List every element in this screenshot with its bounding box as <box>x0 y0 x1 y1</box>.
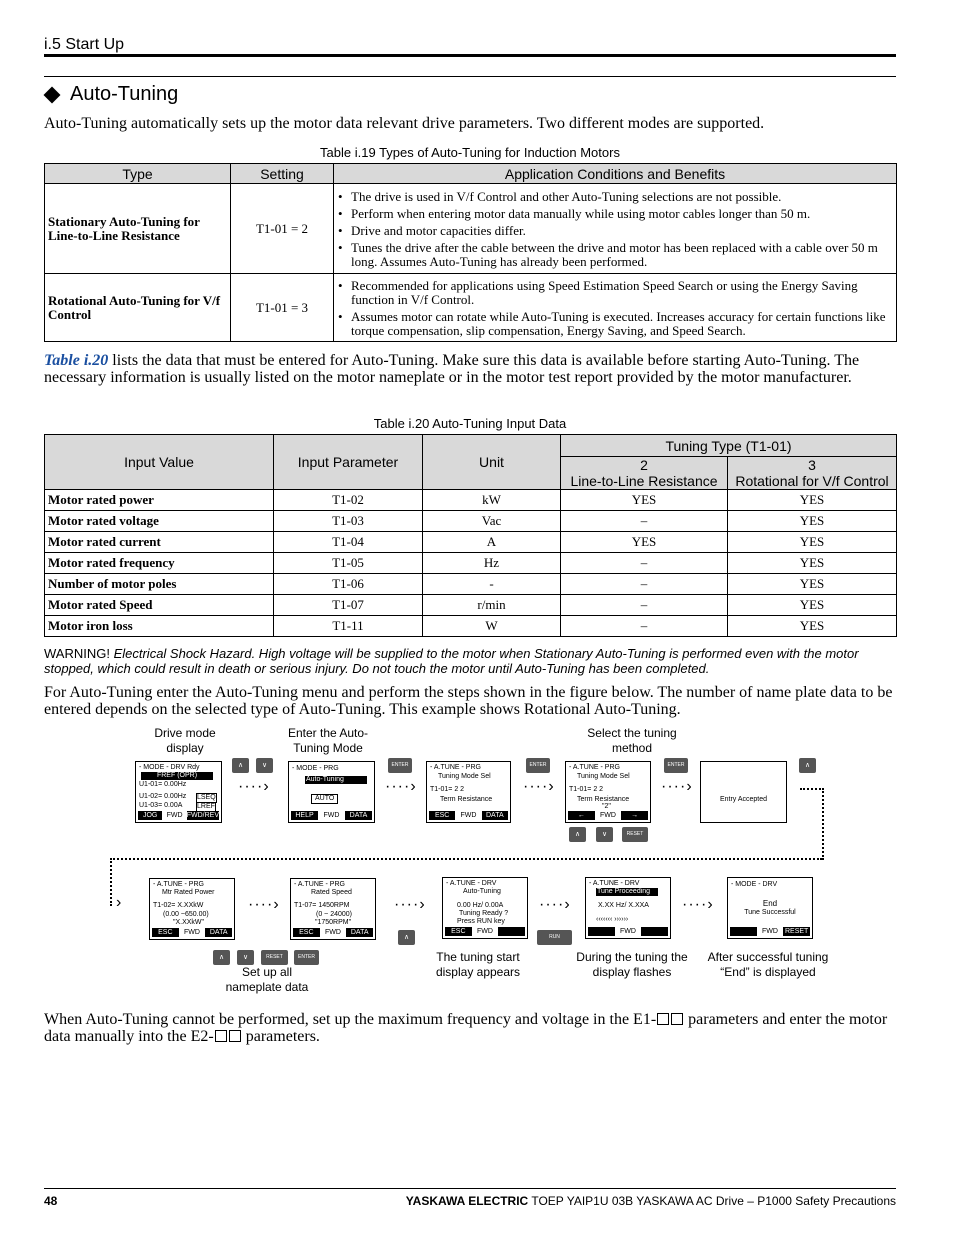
table20-link[interactable]: Table i.20 <box>44 352 109 369</box>
subheader-rule <box>44 76 896 77</box>
table20-header-input-value: Input Value <box>45 435 274 490</box>
diamond-icon <box>44 86 61 103</box>
label-tuning-start: The tuning start display appears <box>435 950 521 979</box>
row-name: Motor rated frequency <box>45 553 274 574</box>
label-tuning-flashes: During the tuning the display flashes <box>576 950 688 979</box>
label-setup-nameplate: Set up all nameplate data <box>225 965 309 994</box>
intro-paragraph: Auto-Tuning automatically sets up the motor data relevant drive parameters. Two different modes are supported. <box>44 115 765 132</box>
row-unit: r/min <box>423 595 561 616</box>
dotted-arrow-icon: ····› <box>539 896 571 913</box>
placeholder-boxes-icon <box>214 1028 242 1045</box>
section-header: i.5 Start Up <box>44 36 125 53</box>
footer-doc <box>406 1194 896 1208</box>
row-parameter: T1-11 <box>274 616 423 637</box>
entry-accepted-screen: Entry Accepted <box>700 761 787 823</box>
table-row <box>45 511 897 532</box>
reset-key[interactable]: RESET <box>622 827 648 842</box>
dotted-arrow-icon: ····› <box>394 896 426 913</box>
enter-key[interactable]: ENTER <box>664 758 688 773</box>
up-key[interactable]: ∧ <box>799 758 816 773</box>
table19 <box>44 163 897 342</box>
footer-doc-text: TOEP YAIP1U 03B YASKAWA AC Drive – P1000 Safety Precautions <box>528 1194 896 1208</box>
list-item: • The drive is used in V/f Control and other Auto-Tuning selections are not possible. <box>351 190 893 204</box>
table19-header-type: Type <box>45 164 231 184</box>
row-type3: YES <box>728 574 897 595</box>
warning-text: Electrical Shock Hazard. High voltage will be supplied to the motor when Stationary Auto-Tuning is performed even with the motor stopped, which could result in death or serious injury. Do not touch the motor until Auto-Tuning has been completed. <box>44 646 859 676</box>
label-enter-autotuning: Enter the Auto- Tuning Mode <box>287 726 369 755</box>
list-item: • Perform when entering motor data manually while using motor cables longer than 50 m. <box>351 207 893 221</box>
table19-benefits <box>334 184 897 274</box>
motor-power-screen: - A.TUNE - PRG Mtr Rated Power T1-02= X.XXkW (0.00 ~650.00) "X.XXkW" ESC FWD DATA <box>149 878 235 940</box>
table20-reference-paragraph <box>44 352 896 386</box>
enter-key[interactable]: ENTER <box>294 950 319 965</box>
table-row <box>45 532 897 553</box>
list-item: • Tunes the drive after the cable between the drive and motor has been replaced with a cable over 50 m long. Assumes Auto-Tuning has already been performed. <box>351 241 893 269</box>
table-row <box>45 595 897 616</box>
connector-path <box>110 858 112 906</box>
up-key[interactable]: ∧ <box>213 950 230 965</box>
row-name: Motor rated Speed <box>45 595 274 616</box>
tuning-mode-select-screen: - A.TUNE - PRG Tuning Mode Sel T1-01= 2 2 Term Resistance "2" ← FWD → <box>565 761 651 823</box>
table-row <box>45 274 897 342</box>
table-row <box>45 184 897 274</box>
row-unit: A <box>423 532 561 553</box>
dotted-arrow-icon: ····› <box>248 896 280 913</box>
dotted-arrow-icon: ····› <box>523 778 555 795</box>
label-drive-mode: Drive mode display <box>154 726 216 755</box>
table19-setting: T1-01 = 3 <box>231 274 334 342</box>
dotted-arrow-icon: ····› <box>661 778 693 795</box>
row-parameter: T1-03 <box>274 511 423 532</box>
dotted-arrow-icon: ····› <box>682 896 714 913</box>
row-type2: – <box>561 616 728 637</box>
row-unit: Vac <box>423 511 561 532</box>
row-type3: YES <box>728 616 897 637</box>
row-parameter: T1-05 <box>274 553 423 574</box>
row-type3: YES <box>728 553 897 574</box>
table20-header-tuning-type: Tuning Type (T1-01) <box>561 435 897 457</box>
tuning-ready-screen: - A.TUNE - DRV Auto-Tuning 0.00 Hz/ 0.00A Tuning Ready ? Press RUN key ESC FWD <box>442 877 528 939</box>
row-name: Motor rated voltage <box>45 511 274 532</box>
table19-type: Stationary Auto-Tuning for Line-to-Line Resistance <box>45 184 231 274</box>
table19-header-setting: Setting <box>231 164 334 184</box>
row-type3: YES <box>728 511 897 532</box>
header-rule <box>44 54 896 57</box>
row-parameter: T1-04 <box>274 532 423 553</box>
connector-path <box>110 858 822 860</box>
list-item: • Assumes motor can rotate while Auto-Tuning is executed. Increases accuracy for certain functions like torque compensation, slip compensation, Energy Saving, and Speed Search. <box>351 310 893 338</box>
enter-key[interactable]: ENTER <box>526 758 550 773</box>
row-unit: W <box>423 616 561 637</box>
down-key[interactable]: ∨ <box>237 950 254 965</box>
placeholder-boxes-icon <box>656 1011 684 1028</box>
footer-rule <box>44 1188 896 1189</box>
list-item: • Recommended for applications using Speed Estimation Speed Search or using the Energy Saving function in V/f Control. <box>351 279 893 307</box>
row-unit: kW <box>423 490 561 511</box>
col2-number: 2 <box>640 457 648 473</box>
row-type2: – <box>561 511 728 532</box>
footer-brand: YASKAWA ELECTRIC <box>405 1194 529 1208</box>
arrow-head-icon: › <box>116 894 123 911</box>
run-key[interactable]: RUN <box>537 930 572 945</box>
list-item: • Drive and motor capacities differ. <box>351 224 893 238</box>
reset-key[interactable]: RESET <box>261 950 288 965</box>
table-row <box>45 574 897 595</box>
rated-speed-screen: - A.TUNE - PRG Rated Speed T1-07= 1450RPM (0 ~ 24000) "1750RPM" ESC FWD DATA <box>290 878 376 940</box>
down-key[interactable]: ∨ <box>256 758 273 773</box>
table19-benefits <box>334 274 897 342</box>
paragraph-text: lists the data that must be entered for Auto-Tuning. Make sure this data is available before starting Auto-Tuning. The necessary information is usually listed on the motor nameplate or in the motor test report provided by the motor manufacturer. <box>44 352 860 386</box>
table20-header-unit: Unit <box>423 435 561 490</box>
col3-number: 3 <box>808 457 816 473</box>
col2-name: Line-to-Line Resistance <box>570 473 718 489</box>
procedure-paragraph: For Auto-Tuning enter the Auto-Tuning menu and perform the steps shown in the figure below. The number of name plate data to be entered depends on the selected type of Auto-Tuning. This example shows Rotational Auto-Tuning. <box>44 684 893 718</box>
row-parameter: T1-07 <box>274 595 423 616</box>
table20-header-col3 <box>728 457 897 490</box>
row-parameter: T1-06 <box>274 574 423 595</box>
tuning-mode-screen: - A.TUNE - PRG Tuning Mode Sel T1-01= 2 2 Term Resistance ESC FWD DATA <box>426 761 511 823</box>
dotted-arrow-icon: ····› <box>385 778 417 795</box>
row-type2: – <box>561 574 728 595</box>
row-name: Motor rated current <box>45 532 274 553</box>
row-type2: – <box>561 595 728 616</box>
tuning-end-screen: - MODE - DRV End Tune Successful FWD RESET <box>727 877 813 939</box>
row-parameter: T1-02 <box>274 490 423 511</box>
label-select-method: Select the tuning method <box>587 726 677 755</box>
row-name: Motor iron loss <box>45 616 274 637</box>
row-unit: Hz <box>423 553 561 574</box>
enter-key[interactable]: ENTER <box>388 758 412 773</box>
autotuning-menu-screen: - MODE - PRG Auto-Tuning AUTO HELP FWD DATA <box>288 761 375 823</box>
table20 <box>44 434 897 637</box>
table20-caption: Table i.20 Auto-Tuning Input Data <box>373 416 567 431</box>
up-key[interactable]: ∧ <box>232 758 249 773</box>
table-row <box>45 553 897 574</box>
table19-type: Rotational Auto-Tuning for V/f Control <box>45 274 231 342</box>
row-type2: YES <box>561 532 728 553</box>
label-tuning-end: After successful tuning “End” is displayed <box>707 950 829 979</box>
row-name: Number of motor poles <box>45 574 274 595</box>
section-heading <box>44 83 178 106</box>
table-row <box>45 616 897 637</box>
tune-proceeding-screen: - A.TUNE - DRV Tune Proceeding X.XX Hz/ X.XXA ‹‹‹‹‹‹‹ ›››››› FWD <box>585 877 671 939</box>
row-type3: YES <box>728 595 897 616</box>
row-type3: YES <box>728 532 897 553</box>
table19-setting: T1-01 = 2 <box>231 184 334 274</box>
up-key[interactable]: ∧ <box>569 827 586 842</box>
col3-name: Rotational for V/f Control <box>735 473 889 489</box>
dotted-arrow-icon: ····› <box>238 778 270 795</box>
warning-notice <box>44 646 896 676</box>
up-key[interactable]: ∧ <box>398 930 415 945</box>
row-type2: – <box>561 553 728 574</box>
row-unit: - <box>423 574 561 595</box>
table20-header-input-parameter: Input Parameter <box>274 435 423 490</box>
table19-caption: Table i.19 Types of Auto-Tuning for Induction Motors <box>320 145 620 160</box>
table19-header-benefits: Application Conditions and Benefits <box>334 164 897 184</box>
drive-mode-screen: - MODE - DRV Rdy FREF (OPR) U1-01= 0.00Hz U1-02= 0.00Hz LSEQ U1-03= 0.00A LREF JOG FWD FWD/REV <box>135 761 222 823</box>
row-type3: YES <box>728 490 897 511</box>
page-number: 48 <box>44 1194 58 1208</box>
connector-path <box>800 788 824 860</box>
row-type2: YES <box>561 490 728 511</box>
heading-text: Auto-Tuning <box>70 83 179 105</box>
row-name: Motor rated power <box>45 490 274 511</box>
manual-setup-paragraph: When Auto-Tuning cannot be performed, set up the maximum frequency and voltage in the E1- parameters and enter the motor data manually into the E2- parameters. <box>44 1011 888 1045</box>
table-row <box>45 490 897 511</box>
table20-header-col2 <box>561 457 728 490</box>
warning-label: WARNING! <box>44 646 110 661</box>
down-key[interactable]: ∨ <box>596 827 613 842</box>
